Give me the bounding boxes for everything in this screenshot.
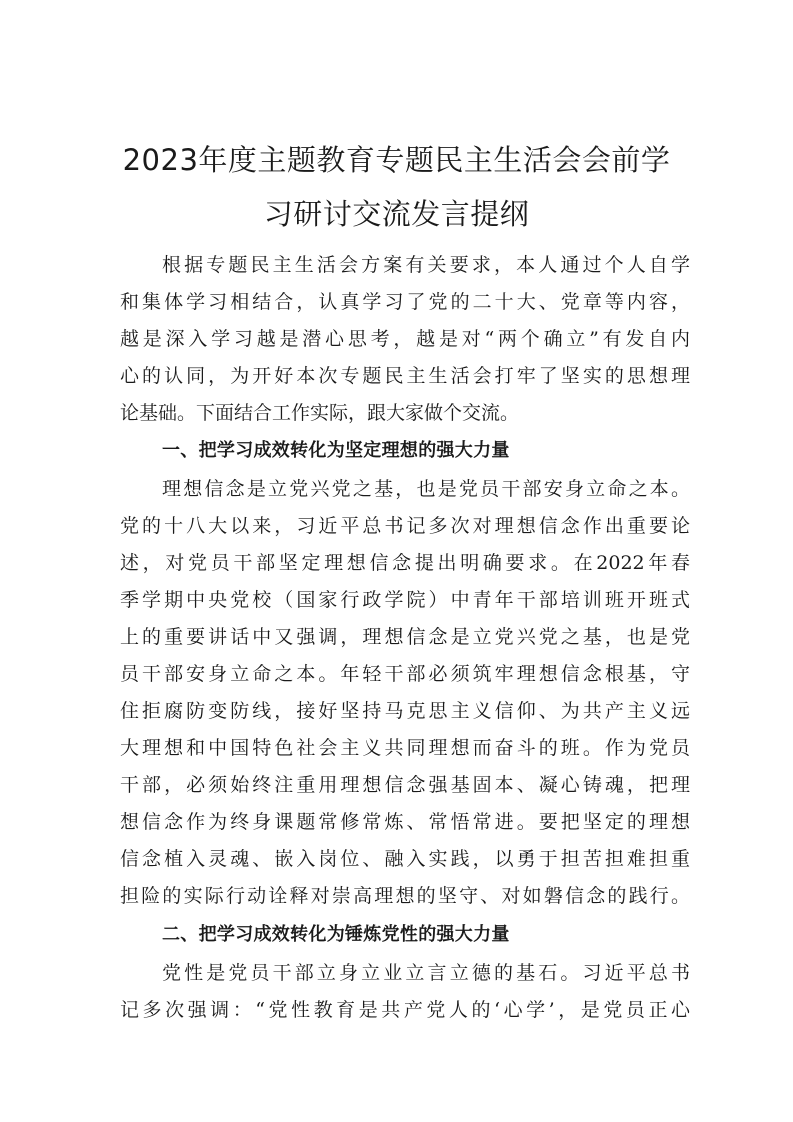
section1-paragraph-line: 担险的实际行动诠释对崇高理想的坚守、对如磐信念的践行。 xyxy=(120,885,690,907)
document-title-line-1: 2023年度主题教育专题民主生活会会前学 xyxy=(122,143,671,177)
section1-paragraph-line: 党的十八大以来，习近平总书记多次对理想信念作出重要论 xyxy=(120,515,690,537)
section1-paragraph-line: 述，对党员干部坚定理想信念提出明确要求。在2022年春 xyxy=(120,552,690,574)
section2-paragraph-line: 记多次强调：“党性教育是共产党人的‘心学’，是党员正心 xyxy=(120,999,690,1021)
section1-paragraph-line: 信念植入灵魂、嵌入岗位、融入实践，以勇于担苦担难担重 xyxy=(120,848,690,870)
document-title-line-2: 习研讨交流发言提纲 xyxy=(263,197,530,231)
section1-paragraph-line: 季学期中央党校（国家行政学院）中青年干部培训班开班式 xyxy=(120,589,690,611)
intro-paragraph-line: 越是深入学习越是潜心思考，越是对“两个确立”有发自内 xyxy=(120,328,690,350)
intro-paragraph-line: 根据专题民主生活会方案有关要求，本人通过个人自学 xyxy=(162,254,690,276)
section1-paragraph-line: 住拒腐防变防线，接好坚持马克思主义信仰、为共产主义远 xyxy=(120,700,690,722)
section1-paragraph-line: 干部，必须始终注重用理想信念强基固本、凝心铸魂，把理 xyxy=(120,774,690,796)
section-heading-1: 一、把学习成效转化为坚定理想的强大力量 xyxy=(162,440,510,461)
section1-paragraph-line: 上的重要讲话中又强调，理想信念是立党兴党之基，也是党 xyxy=(120,626,690,648)
section1-paragraph-line: 想信念作为终身课题常修常炼、常悟常进。要把坚定的理想 xyxy=(120,811,690,833)
intro-paragraph-line: 论基础。下面结合工作实际，跟大家做个交流。 xyxy=(120,402,520,424)
intro-paragraph-line: 心的认同，为开好本次专题民主生活会打牢了坚实的思想理 xyxy=(120,365,690,387)
intro-paragraph-line: 和集体学习相结合，认真学习了党的二十大、党章等内容， xyxy=(120,291,690,313)
section1-paragraph-line: 大理想和中国特色社会主义共同理想而奋斗的班。作为党员 xyxy=(120,737,690,759)
section2-paragraph-line: 党性是党员干部立身立业立言立德的基石。习近平总书 xyxy=(162,962,690,984)
section-heading-2: 二、把学习成效转化为锤炼党性的强大力量 xyxy=(162,924,510,945)
section1-paragraph-line: 理想信念是立党兴党之基，也是党员干部安身立命之本。 xyxy=(162,478,690,500)
section1-paragraph-line: 员干部安身立命之本。年轻干部必须筑牢理想信念根基，守 xyxy=(120,663,690,685)
